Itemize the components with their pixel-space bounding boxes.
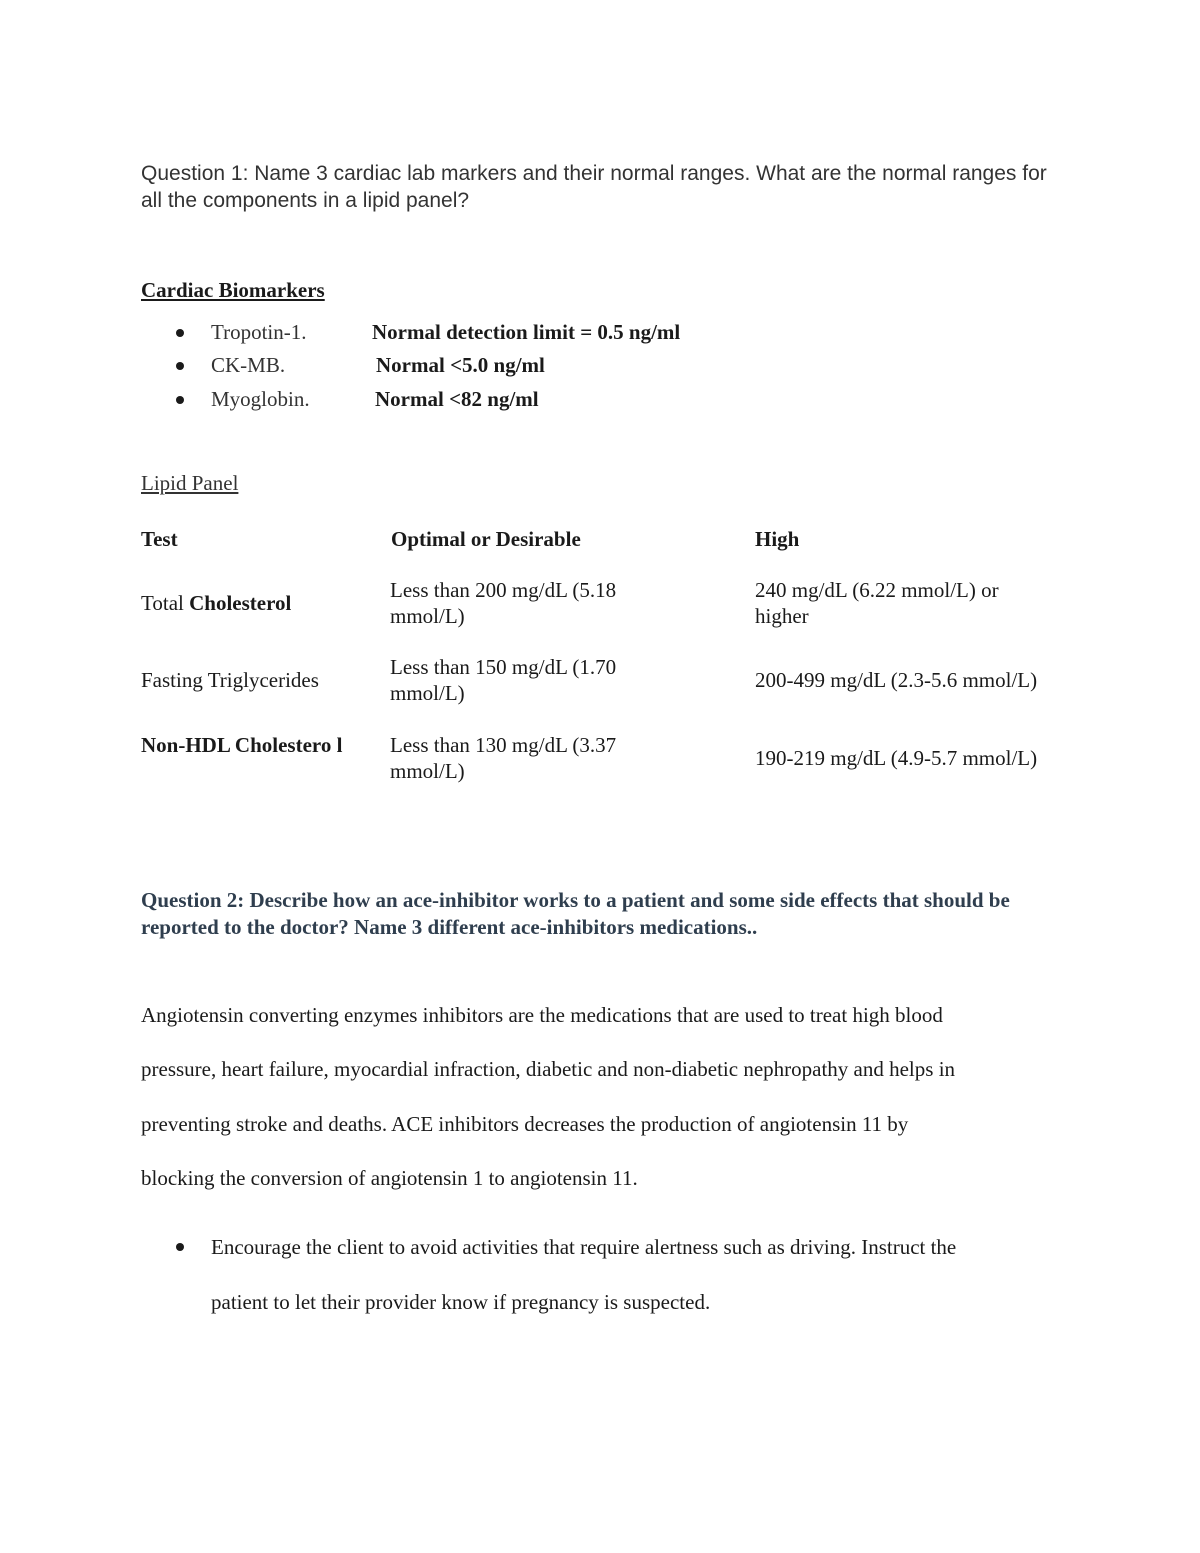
table-cell-test <box>141 590 371 616</box>
biomarker-name: CK-MB. <box>211 353 286 377</box>
test-name-prefix: Fasting Triglycerides <box>141 668 319 692</box>
table-cell-optimal: Less than 130 mg/dL (3.37 mmol/L) <box>390 733 617 783</box>
bullet-line: Encourage the client to avoid activities that require alertness such as driving. Instruct the <box>211 1235 957 1259</box>
biomarker-name: Myoglobin. <box>211 387 310 411</box>
question-2-text: Question 2: Describe how an ace-inhibitor works to a patient and some side effects that should be reported to the doctor? Name 3 different ace-inhibitors medications.. <box>141 888 1010 939</box>
paragraph-line: Angiotensin converting enzymes inhibitors are the medications that are used to treat high blood <box>141 1003 943 1027</box>
test-name-bold: Cholesterol <box>189 591 292 615</box>
bullet-icon <box>176 362 184 370</box>
table-cell-high: 240 mg/dL (6.22 mmol/L) or higher <box>755 578 999 628</box>
table-cell-optimal: Less than 150 mg/dL (1.70 mmol/L) <box>390 655 617 705</box>
biomarker-range: Normal <82 ng/ml <box>375 387 539 411</box>
column-header-optimal: Optimal or Desirable <box>391 527 581 551</box>
biomarker-range: Normal <5.0 ng/ml <box>376 353 545 377</box>
bullet-icon <box>176 396 184 404</box>
bullet-icon <box>176 1243 184 1251</box>
table-cell-test <box>141 667 371 693</box>
test-name-prefix: Total <box>141 591 190 615</box>
test-name-bold: Non-HDL Cholestero l <box>141 733 343 757</box>
cardiac-biomarkers-heading: Cardiac Biomarkers <box>141 278 325 302</box>
table-cell-high: 190-219 mg/dL (4.9-5.7 mmol/L) <box>755 746 1038 770</box>
table-cell-optimal: Less than 200 mg/dL (5.18 mmol/L) <box>390 578 617 628</box>
lipid-panel-heading: Lipid Panel <box>141 471 239 495</box>
paragraph-line: blocking the conversion of angiotensin 1 to angiotensin 11. <box>141 1166 638 1190</box>
bullet-line: patient to let their provider know if pregnancy is suspected. <box>211 1290 711 1314</box>
question-1-text: Question 1: Name 3 cardiac lab markers and their normal ranges. What are the normal ranges for all the components in a lipid panel? <box>141 162 1047 212</box>
biomarker-name: Tropotin-1. <box>211 320 307 344</box>
table-cell-test <box>141 732 363 758</box>
column-header-test: Test <box>141 527 178 551</box>
table-cell-high: 200-499 mg/dL (2.3-5.6 mmol/L) <box>755 668 1038 692</box>
column-header-high: High <box>755 527 800 551</box>
paragraph-line: pressure, heart failure, myocardial infraction, diabetic and non-diabetic nephropathy and helps in <box>141 1057 956 1081</box>
biomarker-range: Normal detection limit = 0.5 ng/ml <box>372 320 681 344</box>
paragraph-line: preventing stroke and deaths. ACE inhibitors decreases the production of angiotensin 11 by <box>141 1112 909 1136</box>
bullet-icon <box>176 329 184 337</box>
